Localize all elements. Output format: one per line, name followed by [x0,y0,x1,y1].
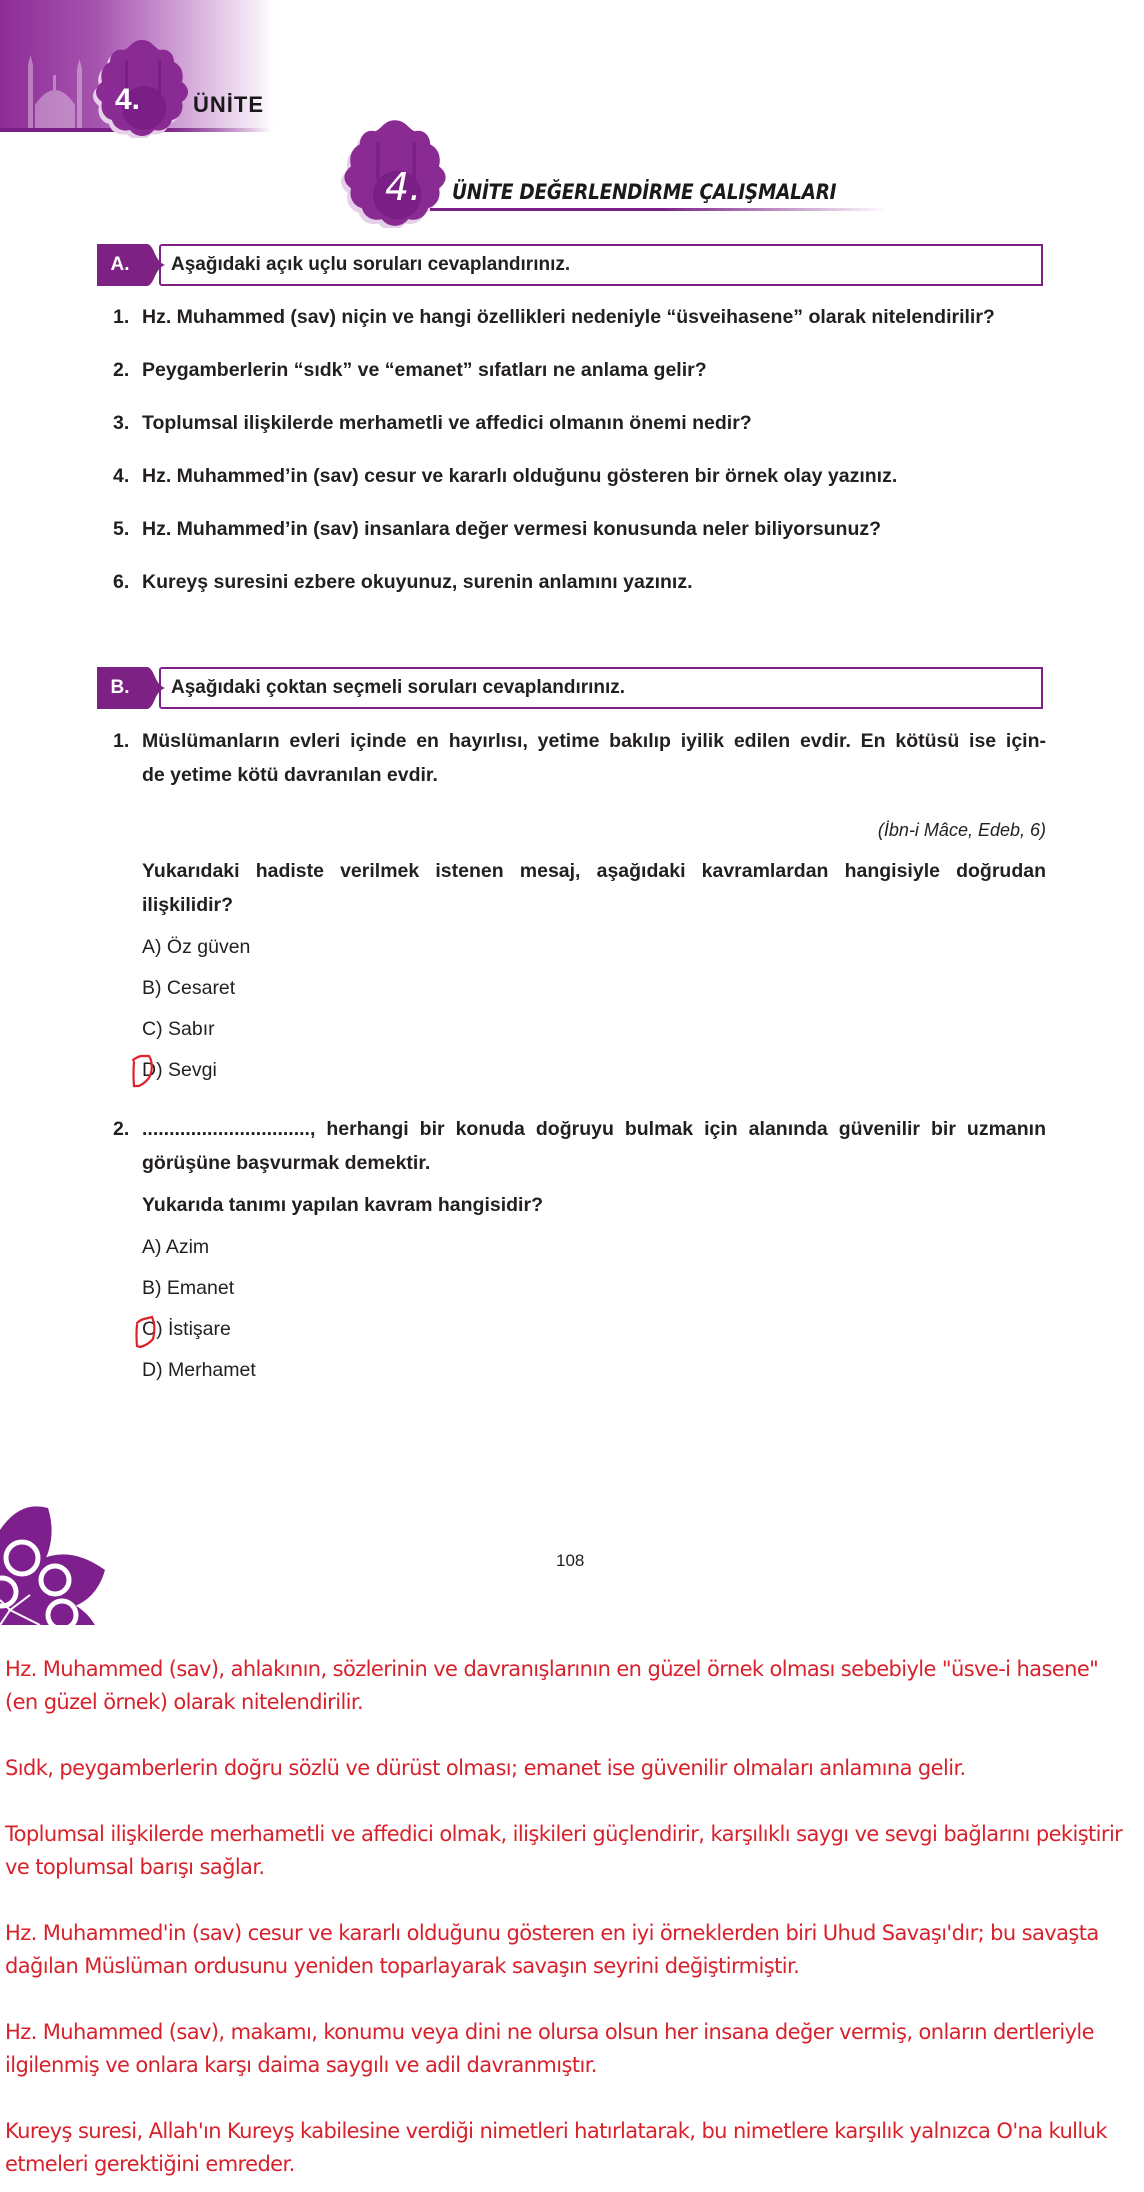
answer-5: Hz. Muhammed (sav), makamı, konumu veya dini ne olursa olsun her insana değer vermiş, onların dertleriyle ilgilenmiş ve onlara karşı daima saygılı ve adil davranmıştır. [5,2020,1094,2077]
mc-question-1-number: 1. [113,730,130,752]
mc-question-2-prompt: Yukarıda tanımı yapılan kavram hangisidir? [142,1194,543,1216]
answer-3: Toplumsal ilişkilerde merhametli ve affedici olmak, ilişkileri güçlendirir, karşılıklı saygı ve sevgi bağlarını pekiştirir ve toplumsal barışı sağlar. [5,1822,1123,1879]
mc-question-2-option-d[interactable]: D) Merhamet [142,1359,256,1381]
mc-question-2-option-a[interactable]: A) Azim [142,1236,210,1258]
mc-question-1-prompt-line2: ilişkilidir? [142,894,234,916]
mc-question-2-option-b[interactable]: B) Emanet [142,1277,235,1299]
section-b-header [97,667,1043,709]
section-b-letter: B. [97,667,143,709]
section-a-letter: A. [97,244,143,286]
open-question-6: 6. Kureyş suresini ezbere okuyunuz, surenin anlamını yazınız. [113,571,693,593]
open-question-3: 3. Toplumsal ilişkilerde merhametli ve affedici olmanın önemi nedir? [113,412,752,434]
answer-circle-mark-icon [131,1054,159,1088]
mc-question-1-stem-line2: de yetime kötü davranılan evdir. [142,764,438,786]
section-a-instruction: Aşağıdaki açık uçlu soruları cevaplandırınız. [171,254,571,275]
answer-circle-mark-icon [134,1315,162,1349]
hadith-citation: (İbn-i Mâce, Edeb, 6) [877,820,1046,840]
mc-question-1-option-d[interactable]: D) Sevgi [142,1059,217,1081]
mc-question-1-stem-line1: Müslümanların evleri içinde en hayırlısı, yetime bakılıp iyilik edilen evdir. En kötüsü ise için- [142,730,1046,752]
section-a-header [97,244,1043,286]
evaluation-badge-number: 4. [385,165,422,209]
mc-question-2-option-c[interactable]: C) İstişare [142,1318,231,1340]
page-title: ÜNİTE DEĞERLENDİRME ÇALIŞMALARI [452,180,837,204]
mc-question-1-option-c[interactable]: C) Sabır [142,1018,215,1040]
mc-question-1-option-a[interactable]: A) Öz güven [142,936,251,958]
unit-badge-icon [92,38,192,138]
page-number: 108 [556,1551,585,1570]
mc-question-2-number: 2. [113,1118,130,1140]
title-rule [430,208,890,211]
open-question-1: 1. Hz. Muhammed (sav) niçin ve hangi özellikleri nedeniyle “üsveihasene” olarak nitelendirilir? [113,306,995,328]
open-question-4: 4. Hz. Muhammed’in (sav) cesur ve kararlı olduğunu gösteren bir örnek olay yazınız. [113,465,898,487]
unit-number: 4. [115,83,141,116]
mc-question-2-stem-line2: görüşüne başvurmak demektir. [142,1152,431,1174]
mc-question-2-stem-line1: ..............................., herhangi bir konuda doğruyu bulmak için alanında güvenilir bir uzmanın [142,1118,1046,1140]
open-question-2: 2. Peygamberlerin “sıdk” ve “emanet” sıfatları ne anlama gelir? [113,359,707,381]
answer-4: Hz. Muhammed'in (sav) cesur ve kararlı olduğunu gösteren en iyi örneklerden biri Uhud Savaşı'dır; bu savaşta dağılan Müslüman ordusunu yeniden toparlayarak savaşın seyrini değiştirmiştir. [5,1921,1099,1978]
answer-6: Kureyş suresi, Allah'ın Kureyş kabilesine verdiği nimetleri hatırlatarak, bu nimetlere karşılık yalnızca O'na kulluk etmeleri gerektiğini emreder. [5,2119,1107,2176]
mc-question-1-option-b[interactable]: B) Cesaret [142,977,236,999]
answer-1: Hz. Muhammed (sav), ahlakının, sözlerinin ve davranışlarının en güzel örnek olması sebebiyle "üsve-i hasene" (en güzel örnek) olarak nitelendirilir. [5,1657,1099,1714]
mosque-silhouette-icon [25,55,85,130]
mc-question-1-prompt-line1: Yukarıdaki hadiste verilmek istenen mesaj, aşağıdaki kavramlardan hangisiyle doğrudan [142,860,1046,882]
unit-label: ÜNİTE [193,92,264,117]
section-b-instruction: Aşağıdaki çoktan seçmeli soruları cevaplandırınız. [171,677,626,698]
decorative-flower-icon [0,1500,112,1625]
open-question-5: 5. Hz. Muhammed’in (sav) insanlara değer vermesi konusunda neler biliyorsunuz? [113,518,882,540]
answer-2: Sıdk, peygamberlerin doğru sözlü ve dürüst olması; emanet ise güvenilir olmaları anlamına gelir. [5,1756,966,1780]
